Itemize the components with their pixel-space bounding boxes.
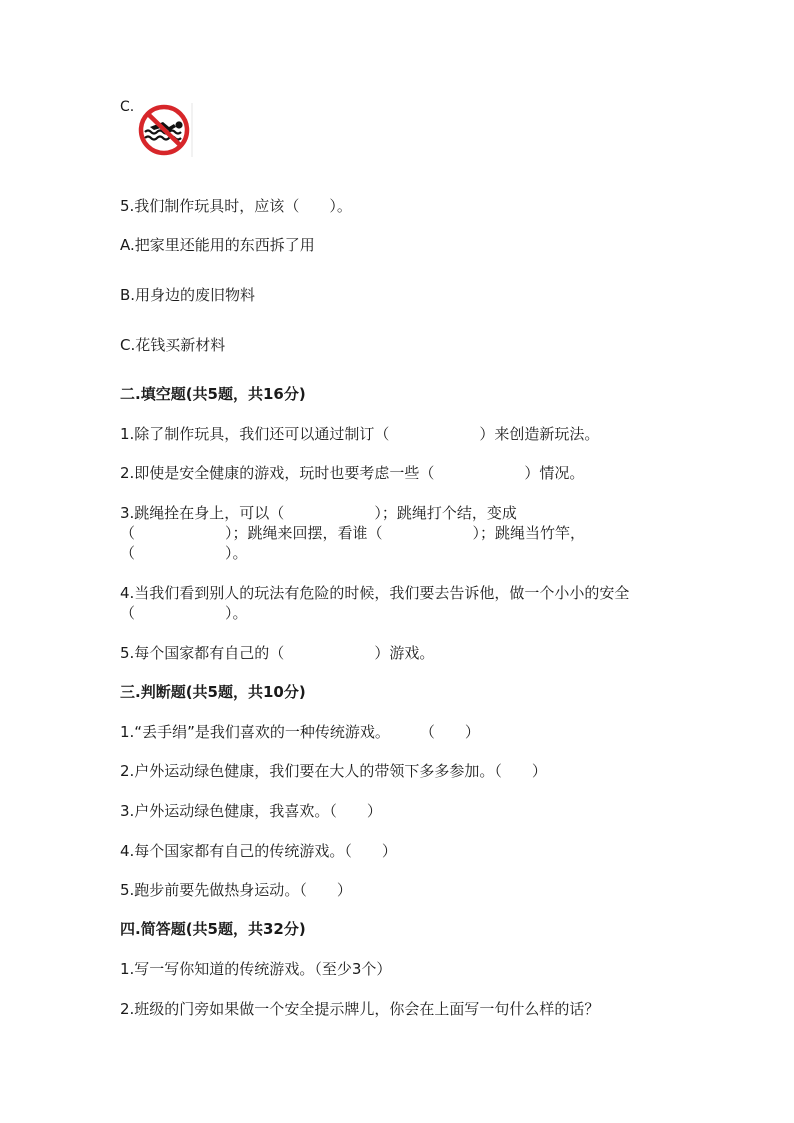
short-question-1: 1.写一写你知道的传统游戏。（至少3个） <box>120 960 392 978</box>
judge-question-1: 1.“丢手绢”是我们喜欢的一种传统游戏。 （ ） <box>120 723 480 741</box>
fill-question-4-line-2: （ ）。 <box>120 604 248 622</box>
judge-question-2: 2.户外运动绿色健康，我们要在大人的带领下多多参加。（ ） <box>120 762 547 780</box>
section-3-heading: 三.判断题(共5题，共10分) <box>120 683 306 701</box>
question-5-option-a: A.把家里还能用的东西拆了用 <box>120 236 315 254</box>
section-2-heading: 二.填空题(共5题，共16分) <box>120 385 306 403</box>
fill-question-3-line-1: 3.跳绳拴在身上，可以（ ）；跳绳打个结，变成 <box>120 504 517 522</box>
judge-question-3: 3.户外运动绿色健康，我喜欢。（ ） <box>120 802 382 820</box>
question-5-stem: 5.我们制作玩具时，应该（ ）。 <box>120 197 352 215</box>
question-5-option-c: C.花钱买新材料 <box>120 336 226 354</box>
no-swimming-sign-icon <box>136 103 194 157</box>
option-c-label: C. <box>120 99 135 115</box>
fill-question-2: 2.即使是安全健康的游戏，玩时也要考虑一些（ ）情况。 <box>120 464 585 482</box>
fill-question-1: 1.除了制作玩具，我们还可以通过制订（ ）来创造新玩法。 <box>120 425 600 443</box>
short-question-2: 2.班级的门旁如果做一个安全提示牌儿，你会在上面写一句什么样的话？ <box>120 1000 600 1018</box>
judge-question-4: 4.每个国家都有自己的传统游戏。（ ） <box>120 842 397 860</box>
question-5-option-b: B.用身边的废旧物料 <box>120 286 256 304</box>
fill-question-5: 5.每个国家都有自己的（ ）游戏。 <box>120 644 435 662</box>
fill-question-3-line-3: （ ）。 <box>120 544 248 562</box>
fill-question-4-line-1: 4.当我们看到别人的玩法有危险的时候，我们要去告诉他，做一个小小的安全 <box>120 584 630 602</box>
section-4-heading: 四.简答题(共5题，共32分) <box>120 920 306 938</box>
fill-question-3-line-2: （ ）；跳绳来回摆，看谁（ ）；跳绳当竹竿， <box>120 524 586 542</box>
judge-question-5: 5.跑步前要先做热身运动。（ ） <box>120 881 352 899</box>
